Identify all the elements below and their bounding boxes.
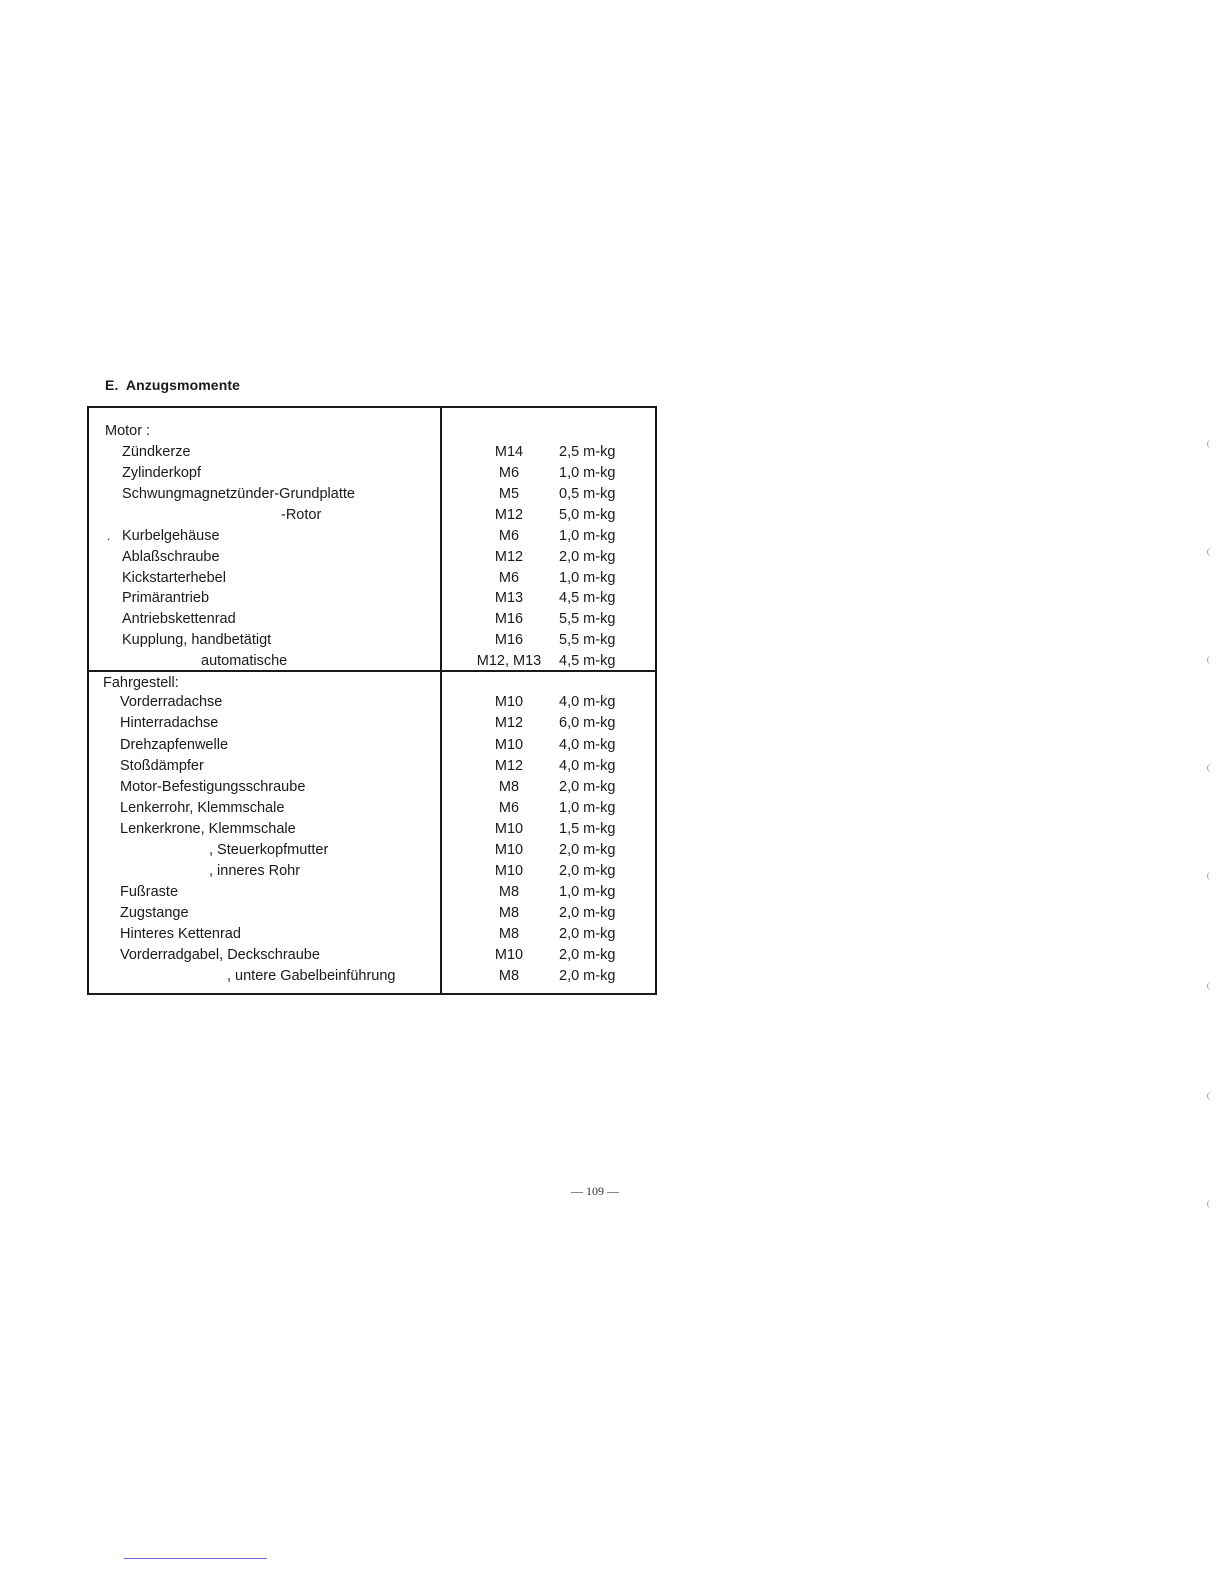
thread-size: M16 [494, 632, 524, 648]
torque-table [87, 406, 657, 995]
engine-group-title: Motor : [105, 423, 151, 439]
part-name: Vorderradachse [120, 694, 223, 710]
torque-value: 1,0 m-kg [559, 570, 616, 586]
thread-size: M13 [494, 590, 524, 606]
thread-size: M12 [494, 549, 524, 565]
torque-value: 1,0 m-kg [559, 465, 616, 481]
table-row [89, 735, 655, 755]
torque-value: 2,0 m-kg [559, 926, 616, 942]
scan-edge-mark [1207, 764, 1212, 772]
thread-size: M8 [498, 905, 520, 921]
part-name: Kupplung, handbetätigt [122, 632, 272, 648]
thread-size: M10 [494, 694, 524, 710]
part-name: , untere Gabelbeinführung [227, 968, 396, 984]
table-row [89, 924, 655, 944]
section-heading [105, 377, 240, 393]
part-name: , Steuerkopfmutter [209, 842, 329, 858]
table-row [89, 588, 655, 608]
torque-value: 2,0 m-kg [559, 863, 616, 879]
scan-edge-mark [1207, 872, 1212, 880]
part-name: Schwungmagnetzünder-Grundplatte [122, 486, 355, 502]
table-row [89, 903, 655, 923]
torque-value: 2,5 m-kg [559, 444, 616, 460]
table-row [89, 966, 655, 986]
table-row [89, 819, 655, 839]
part-name: automatische [201, 653, 288, 669]
thread-size: M8 [498, 779, 520, 795]
table-row [89, 484, 655, 504]
table-row [89, 756, 655, 776]
table-row [89, 840, 655, 860]
table-row [89, 798, 655, 818]
thread-size: M8 [498, 884, 520, 900]
table-row [89, 945, 655, 965]
torque-value: 5,0 m-kg [559, 507, 616, 523]
table-row [89, 568, 655, 588]
scan-edge-mark [1207, 440, 1212, 448]
table-row [89, 609, 655, 629]
torque-value: 0,5 m-kg [559, 486, 616, 502]
torque-value: 5,5 m-kg [559, 632, 616, 648]
thread-size: M14 [494, 444, 524, 460]
section-letter: E. [105, 377, 119, 393]
torque-value: 5,5 m-kg [559, 611, 616, 627]
thread-size: M12 [494, 715, 524, 731]
part-name: Zugstange [120, 905, 189, 921]
section-title: Anzugsmomente [125, 377, 240, 393]
torque-value: 1,0 m-kg [559, 800, 616, 816]
table-row [89, 861, 655, 881]
thread-size: M16 [494, 611, 524, 627]
thread-size: M6 [498, 465, 520, 481]
part-name: , inneres Rohr [209, 863, 301, 879]
part-name: Antriebskettenrad [122, 611, 236, 627]
torque-value: 4,0 m-kg [559, 758, 616, 774]
torque-value: 2,0 m-kg [559, 947, 616, 963]
thread-size: M10 [494, 947, 524, 963]
chassis-group-title: Fahrgestell: [103, 675, 179, 691]
part-name: Lenkerrohr, Klemmschale [120, 800, 285, 816]
footer-rule [124, 1558, 267, 1559]
torque-value: 2,0 m-kg [559, 779, 616, 795]
torque-value: 2,0 m-kg [559, 968, 616, 984]
part-name: Kurbelgehäuse [122, 528, 220, 544]
table-row [89, 692, 655, 712]
page-number: — 109 — [571, 1184, 619, 1198]
torque-value: 4,5 m-kg [559, 653, 616, 669]
thread-size: M10 [494, 863, 524, 879]
torque-value: 1,0 m-kg [559, 884, 616, 900]
table-row [89, 463, 655, 483]
part-name: -Rotor [281, 507, 322, 523]
torque-value: 1,5 m-kg [559, 821, 616, 837]
part-name: Motor-Befestigungsschraube [120, 779, 306, 795]
table-row [89, 526, 655, 546]
torque-value: 4,5 m-kg [559, 590, 616, 606]
part-name: Hinteres Kettenrad [120, 926, 241, 942]
thread-size: M6 [498, 570, 520, 586]
thread-size: M10 [494, 737, 524, 753]
part-name: Vorderradgabel, Deckschraube [120, 947, 320, 963]
torque-value: 2,0 m-kg [559, 842, 616, 858]
part-name: Fußraste [120, 884, 179, 900]
torque-value: 6,0 m-kg [559, 715, 616, 731]
scan-edge-mark [1207, 656, 1212, 664]
thread-size: M8 [498, 926, 520, 942]
torque-value: 2,0 m-kg [559, 549, 616, 565]
thread-size: M12 [494, 758, 524, 774]
part-name: Kickstarterhebel [122, 570, 226, 586]
part-name: Ablaßschraube [122, 549, 220, 565]
scan-edge-mark [1207, 548, 1212, 556]
table-row [89, 651, 655, 671]
scan-edge-mark [1207, 1092, 1212, 1100]
part-name: Stoßdämpfer [120, 758, 204, 774]
table-row [89, 777, 655, 797]
scan-edge-marks [1207, 0, 1219, 1584]
stray-mark: . [107, 529, 111, 543]
thread-size: M10 [494, 842, 524, 858]
thread-size: M8 [498, 968, 520, 984]
thread-size: M12 [494, 507, 524, 523]
table-row [89, 882, 655, 902]
table-row [89, 713, 655, 733]
thread-size: M6 [498, 528, 520, 544]
scan-edge-mark [1207, 982, 1212, 990]
part-name: Zylinderkopf [122, 465, 201, 481]
part-name: Primärantrieb [122, 590, 210, 606]
torque-value: 2,0 m-kg [559, 905, 616, 921]
part-name: Hinterradachse [120, 715, 219, 731]
part-name: Zündkerze [122, 444, 191, 460]
part-name: Lenkerkrone, Klemmschale [120, 821, 296, 837]
table-row [89, 442, 655, 462]
thread-size: M5 [498, 486, 520, 502]
table-row [89, 505, 655, 525]
thread-size: M10 [494, 821, 524, 837]
torque-value: 4,0 m-kg [559, 737, 616, 753]
thread-size: M6 [498, 800, 520, 816]
part-name: Drehzapfenwelle [120, 737, 229, 753]
scan-edge-mark [1207, 1200, 1212, 1208]
torque-value: 1,0 m-kg [559, 528, 616, 544]
table-row [89, 547, 655, 567]
thread-size: M12, M13 [476, 653, 542, 669]
table-row [89, 630, 655, 650]
torque-value: 4,0 m-kg [559, 694, 616, 710]
